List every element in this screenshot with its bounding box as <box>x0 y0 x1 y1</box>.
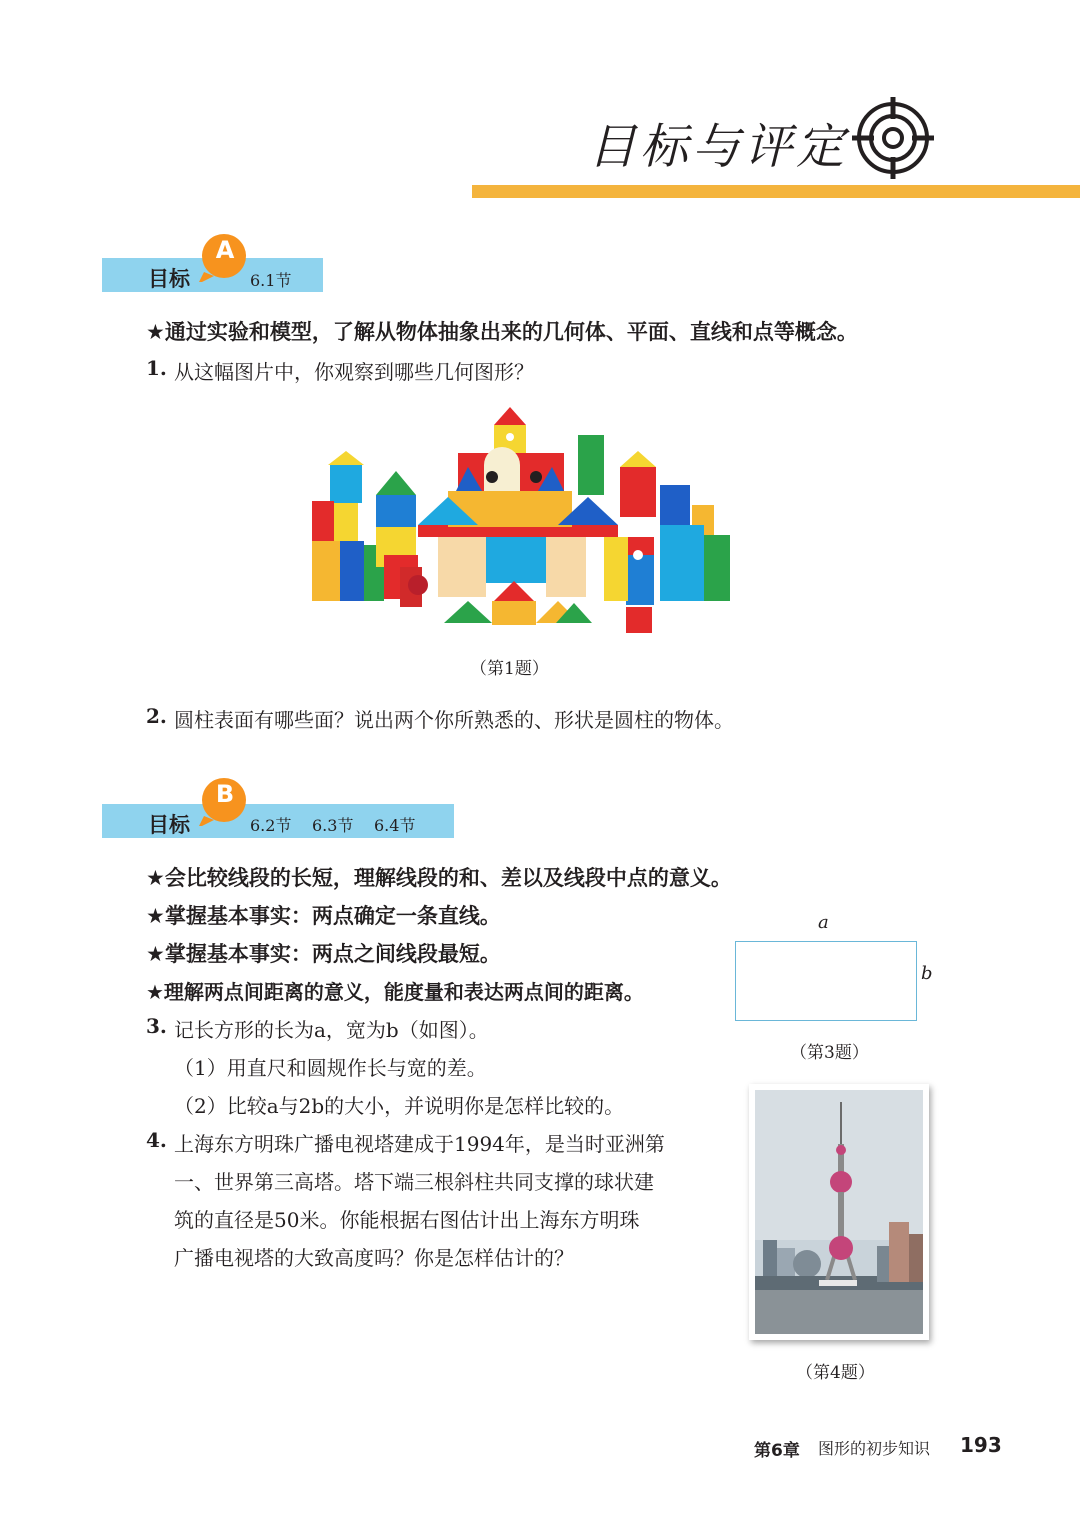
goal-b-section-2: 6.3节 <box>312 816 354 835</box>
q3-caption: （第3题） <box>790 1043 869 1063</box>
goal-b-objective-2: ★掌握基本事实：两点确定一条直线。 <box>146 904 501 928</box>
q1-text: 从这幅图片中，你观察到哪些几何图形？ <box>174 360 534 384</box>
q1-caption: （第1题） <box>470 659 549 679</box>
q1-number: 1. <box>146 356 167 380</box>
tower-photo <box>749 1084 929 1340</box>
q4-caption: （第4题） <box>796 1363 875 1383</box>
q4-line-3: 筑的直径是50米。你能根据右图估计出上海东方明珠 <box>174 1208 640 1232</box>
goal-a-objective: ★通过实验和模型，了解从物体抽象出来的几何体、平面、直线和点等概念。 <box>146 320 858 344</box>
goal-a-section: 6.1节 <box>250 271 292 290</box>
title-underline <box>472 185 1080 198</box>
goal-b-objective-3: ★掌握基本事实：两点之间线段最短。 <box>146 942 501 966</box>
page-title: 目标与评定 <box>588 119 849 175</box>
q3-rectangle <box>735 941 917 1021</box>
q3-text: 记长方形的长为a，宽为b（如图）。 <box>174 1018 489 1042</box>
q3-sub1: （1）用直尺和圆规作长与宽的差。 <box>174 1056 487 1080</box>
q2-number: 2. <box>146 704 167 728</box>
goal-b-label: 目标 <box>148 813 190 837</box>
q3-label-b: b <box>921 963 933 984</box>
goal-a-label: 目标 <box>148 267 190 291</box>
q3-sub2: （2）比较a与2b的大小，并说明你是怎样比较的。 <box>174 1094 625 1118</box>
footer-chapter: 第6章 <box>754 1441 800 1461</box>
q3-number: 3. <box>146 1014 167 1038</box>
goal-b-objective-4: ★理解两点间距离的意义，能度量和表达两点间的距离。 <box>146 980 644 1004</box>
goal-b-badge-letter: B <box>215 780 235 808</box>
q2-text: 圆柱表面有哪些面？说出两个你所熟悉的、形状是圆柱的物体。 <box>174 708 734 732</box>
q4-number: 4. <box>146 1128 167 1152</box>
q4-line-4: 广播电视塔的大致高度吗？你是怎样估计的？ <box>174 1246 574 1270</box>
goal-b-section-1: 6.2节 <box>250 816 292 835</box>
goal-b-objective-1: ★会比较线段的长短，理解线段的和、差以及线段中点的意义。 <box>146 866 732 890</box>
q4-line-2: 一、世界第三高塔。塔下端三根斜柱共同支撑的球状建 <box>174 1170 654 1194</box>
q3-label-a: a <box>818 912 829 933</box>
q4-line-1: 上海东方明珠广播电视塔建成于1994年，是当时亚洲第 <box>174 1132 665 1156</box>
target-icon <box>852 97 934 179</box>
page-number: 193 <box>960 1433 1002 1457</box>
footer-chapter-title: 图形的初步知识 <box>818 1439 931 1458</box>
goal-b-section-3: 6.4节 <box>374 816 416 835</box>
building-blocks-image <box>308 405 738 635</box>
goal-a-badge-letter: A <box>215 236 235 264</box>
